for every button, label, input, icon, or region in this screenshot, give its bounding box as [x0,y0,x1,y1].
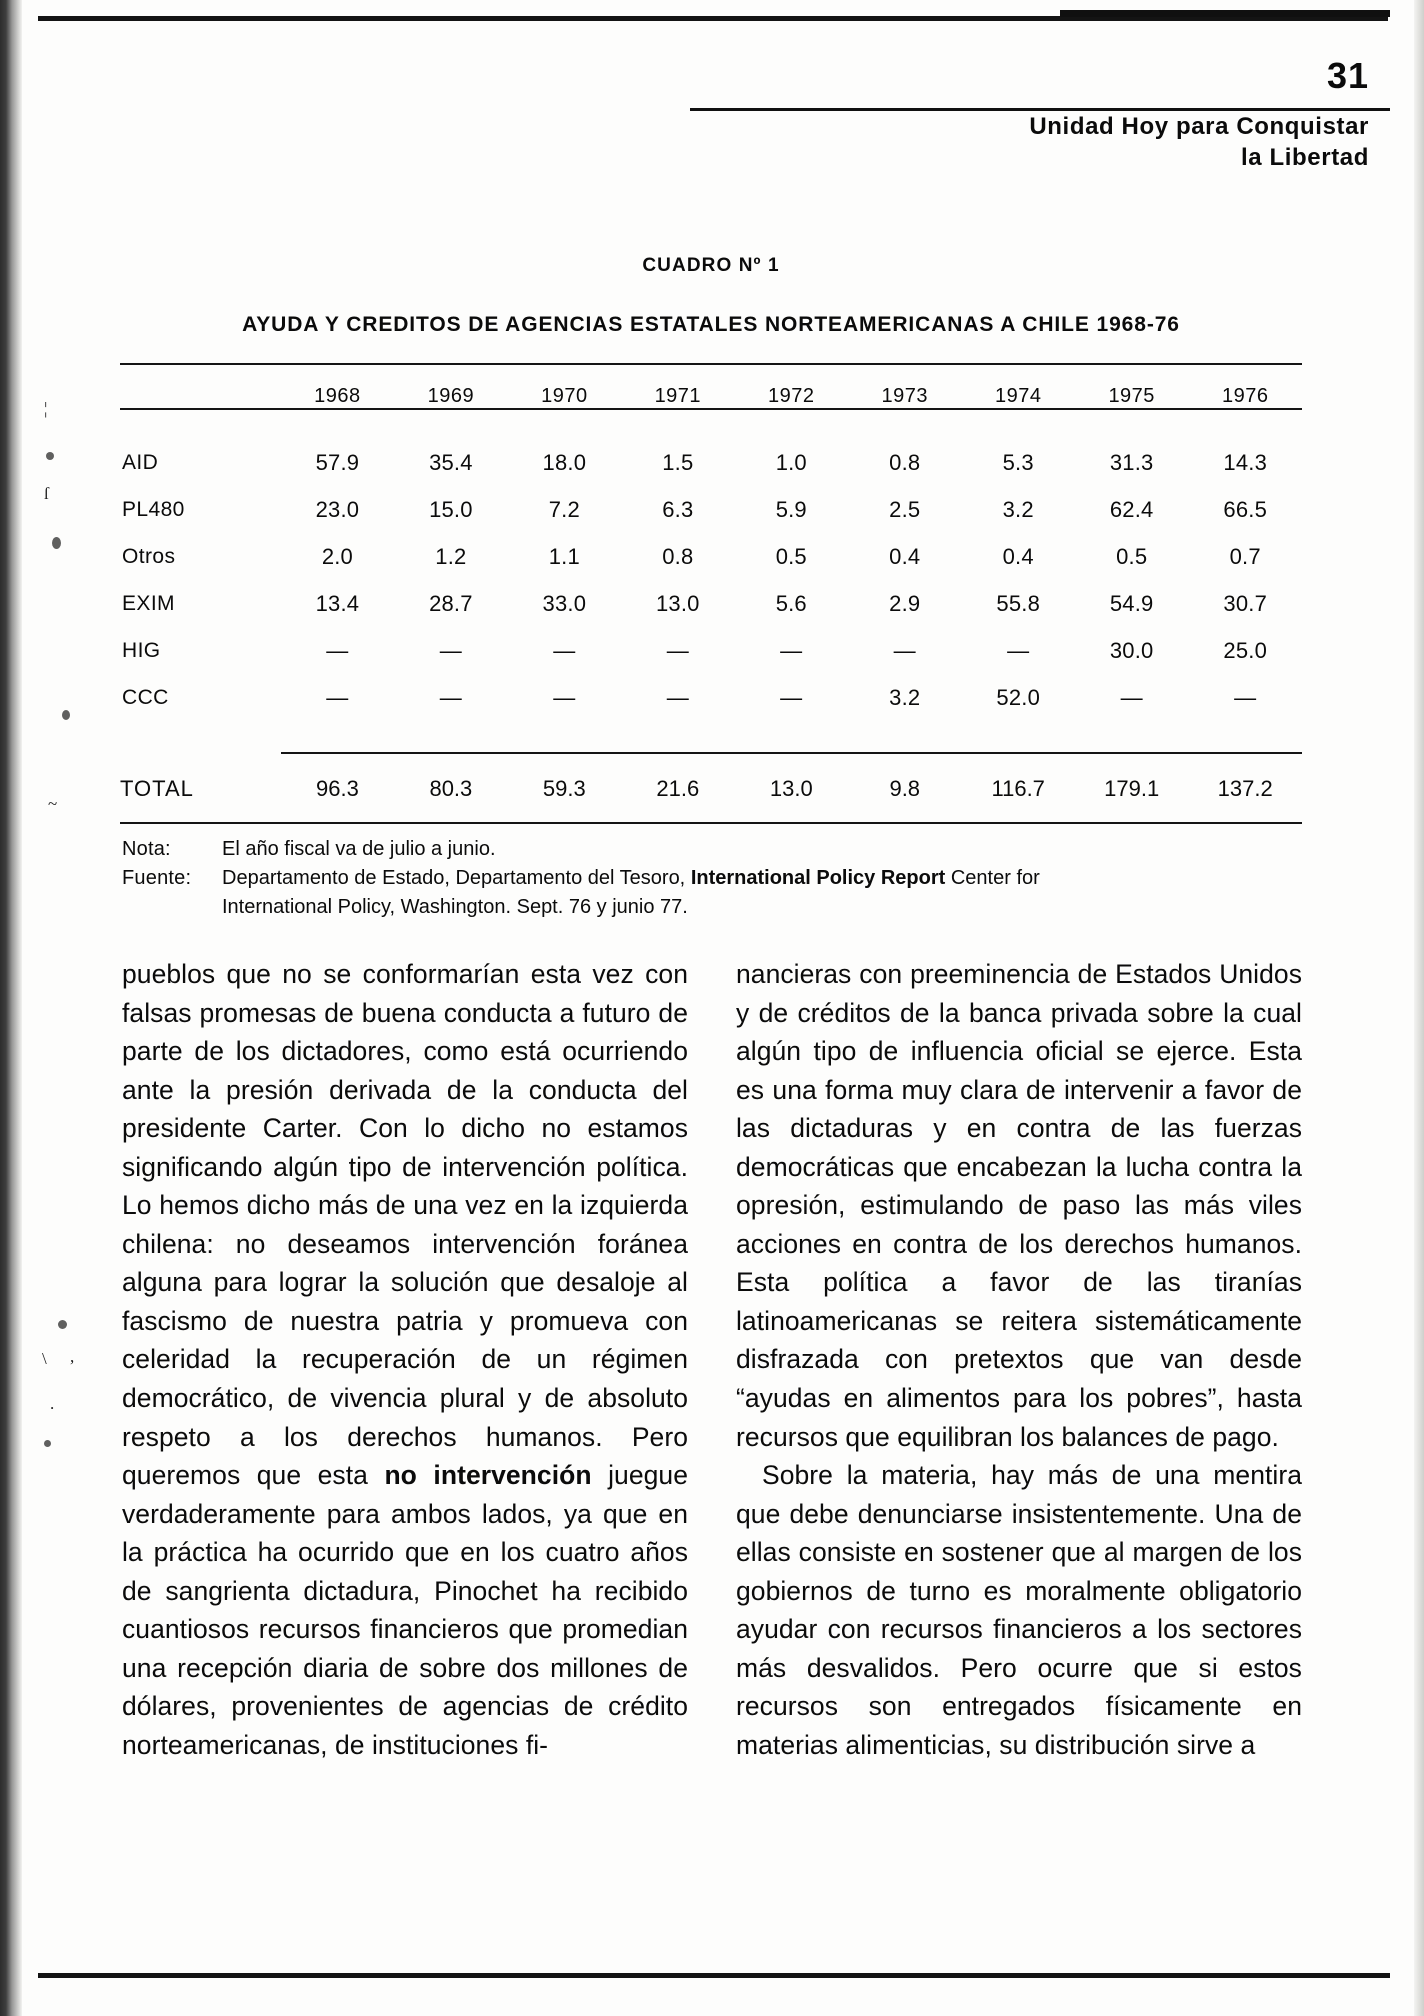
cell: 0.5 [1116,544,1148,569]
table-row [120,487,1302,534]
cell: 0.4 [889,544,921,569]
table-total-rule [281,722,1302,754]
total-cell: 59.3 [542,776,586,801]
table-row [120,628,1302,675]
note-fuente-key: Fuente: [122,867,192,890]
table-title: AYUDA Y CREDITOS DE AGENCIAS ESTATALES NORTEAMERICANAS A CHILE 1968-76 [242,313,1180,336]
cell: 23.0 [315,497,360,522]
right-paragraph-2: Sobre la materia, hay más de una mentira que debe denunciarse insistentemente. Una de ellas consiste en sostener que al margen de los gobiernos de turno es moralmente obligatorio ayudar con recursos financieros a los sectores más desvalidos. Pero ocurre que si estos recursos son entregados físicamente en materias alimenticias, su distribución sirve a [736,1460,1302,1760]
table-row [120,440,1302,487]
margin-annotation: ſ [44,484,49,503]
bottom-border-rule [38,1973,1390,1978]
table-top-rule [120,363,1302,385]
scan-left-edge [0,0,22,2016]
column-header-year: 1974 [994,385,1042,407]
cell: 18.0 [542,450,587,475]
note-fuente-report-title: International Policy Report [690,867,946,890]
left-paragraph-emphasis: no intervención [384,1460,592,1491]
cell: 6.3 [662,497,694,522]
table-head [120,363,1302,440]
cell: 25.0 [1223,638,1268,663]
table-row [120,675,1302,722]
row-label: Otros [122,545,176,568]
left-paragraph [122,955,688,1764]
cell: — [326,638,349,663]
margin-annotation: ¦ [44,399,48,418]
note-fuente-value [222,864,1302,893]
column-header-year: 1968 [314,385,361,407]
scan-speck [46,452,54,460]
row-label: CCC [122,686,169,709]
top-border-rule-thick [1060,10,1390,17]
table-caption: CUADRO Nº 1 [642,255,780,276]
cell: 0.7 [1229,544,1261,569]
total-cell: 13.0 [769,776,813,801]
cell: — [893,638,916,663]
table-block [120,255,1302,824]
cell: 0.8 [889,450,921,475]
column-header-year: 1971 [654,385,702,407]
table-row [120,534,1302,581]
cell: 31.3 [1109,450,1154,475]
cell: — [780,685,803,710]
cell: — [439,685,462,710]
cell: 13.4 [315,591,360,616]
cell: — [1007,638,1030,663]
running-head-line-1: Unidad Hoy para Conquistar [1029,113,1369,140]
cell: 5.6 [775,591,807,616]
table-total-row [120,754,1302,802]
page-number: 31 [1326,55,1369,96]
cell: — [553,638,576,663]
cell: 2.5 [889,497,921,522]
cell: 0.4 [1002,544,1034,569]
row-label: AID [122,451,159,474]
scan-speck [44,1440,51,1447]
running-head [669,112,1369,173]
cell: 5.3 [1002,450,1034,475]
cell: 28.7 [429,591,473,616]
note-fuente-post: Center for [945,867,1040,890]
margin-annotation: \ [42,1349,47,1368]
body-columns [122,955,1302,1764]
cell: 1.0 [775,450,807,475]
cell: 2.9 [889,591,921,616]
note-fuente-value-line2: International Policy, Washington. Sept. 76 y junio 77. [222,896,688,919]
aid-credits-table [120,363,1302,824]
body-column-right [736,955,1302,1764]
cell: 2.0 [321,544,353,569]
column-header-rowlabel [120,385,281,408]
cell: 7.2 [548,497,580,522]
row-label: PL480 [122,498,185,521]
margin-annotation: , [70,1347,75,1366]
note-nota-value: El año fiscal va de julio a junio. [222,838,496,860]
cell: 5.9 [775,497,807,522]
table-body [120,440,1302,722]
column-header-year: 1970 [541,385,588,407]
table-header-rule [120,408,1302,440]
margin-annotation: ~ [48,794,58,813]
total-cell: 21.6 [656,776,700,801]
cell: 1.1 [548,544,580,569]
scan-speck [58,1320,67,1329]
row-label-total: TOTAL [120,776,194,801]
left-paragraph-part-1: pueblos que no se conformarían esta vez con falsas promesas de buena conducta a futuro de parte de los dictadores, como está ocurriendo ante la presión derivada de la conducta del presidente Carter. Con lo dicho no estamos significando algún tipo de intervención política. Lo hemos dicho más de una vez en la izquierda chilena: no deseamos intervención foránea alguna para lograr la solución que desaloje al fascismo de nuestra patria y promueva con celeridad la recuperación de un régimen democrático, de vivencia plural y de absoluto respeto a los derechos humanos. Pero queremos que esta [122,959,688,1491]
note-fuente [122,864,1302,893]
cell: 30.0 [1109,638,1154,663]
cell: 57.9 [315,450,360,475]
cell: — [439,638,462,663]
cell: 15.0 [429,497,473,522]
cell: 0.8 [662,544,694,569]
total-cell: 116.7 [991,776,1045,801]
cell: 3.2 [1002,497,1034,522]
cell: 54.9 [1109,591,1154,616]
column-header-year: 1976 [1221,385,1269,407]
table-notes [122,835,1302,923]
table-header-row [120,385,1302,408]
scan-right-edge [1414,0,1424,2016]
cell: 14.3 [1223,450,1268,475]
row-label: HIG [122,639,161,662]
margin-annotation: . [50,1394,55,1413]
cell: — [1234,685,1257,710]
cell: 0.5 [775,544,807,569]
total-cell: 96.3 [315,776,359,801]
row-label: EXIM [122,592,175,615]
cell: — [666,638,689,663]
cell: — [1120,685,1143,710]
column-header-year: 1973 [881,385,928,407]
cell: 35.4 [429,450,473,475]
cell: — [553,685,576,710]
table-foot [120,722,1302,824]
cell: — [326,685,349,710]
cell: 33.0 [542,591,587,616]
note-fuente-pre: Departamento de Estado, Departamento del Tesoro, [222,867,691,890]
left-paragraph-part-2: juegue verdaderamente para ambos lados, ya que en la práctica ha ocurrido que en los cuatro años de sangrienta dictadura, Pinochet ha recibido cuantiosos recursos financieros que promedian una recepción diaria de sobre dos millones de dólares, provenientes de agencias de crédito norteamericanas, de instituciones fi- [122,1460,688,1760]
column-header-year: 1969 [427,385,475,407]
table-top-rule-row [120,363,1302,385]
column-header-year: 1975 [1108,385,1155,407]
cell: 1.5 [662,450,694,475]
table-total-rule-row [120,722,1302,754]
table-header-rule-row [120,408,1302,440]
cell: 3.2 [889,685,921,710]
cell: 13.0 [656,591,700,616]
body-column-left [122,955,688,1764]
note-nota [122,835,1302,864]
note-nota-key: Nota: [122,838,171,860]
right-paragraph-1: nancieras con preeminencia de Estados Unidos y de créditos de la banca privada sobre la cual algún tipo de influencia oficial se ejerce. Esta es una forma muy clara de intervenir a favor de las dictaduras y en contra de las fuerzas democráticas que encabezan la lucha contra la opresión, estimulando de paso las más viles acciones en contra de los derechos humanos. Esta política a favor de las tiranías latinoamericanas se reitera sistemáticamente disfrazada con pretextos que van desde “ayudas en alimentos para los pobres”, hasta recursos que equilibran los balances de pago. [736,959,1302,1452]
table-bottom-rule [120,802,1302,824]
cell: 66.5 [1223,497,1268,522]
total-cell: 9.8 [889,776,921,801]
scan-speck [62,710,70,720]
total-cell: 179.1 [1104,776,1160,801]
scan-speck [52,537,61,549]
cell: 1.2 [435,544,467,569]
cell: 30.7 [1223,591,1268,616]
running-head-line-2: la Libertad [1241,143,1369,171]
cell: — [666,685,689,710]
table-row [120,581,1302,628]
column-header-year: 1972 [768,385,815,407]
header-rule [690,108,1390,111]
cell: 55.8 [996,591,1041,616]
cell: 62.4 [1109,497,1154,522]
table-bottom-rule-row [120,802,1302,824]
total-cell: 137.2 [1217,776,1273,801]
total-cell: 80.3 [429,776,473,801]
cell: 52.0 [996,685,1041,710]
cell: — [780,638,803,663]
